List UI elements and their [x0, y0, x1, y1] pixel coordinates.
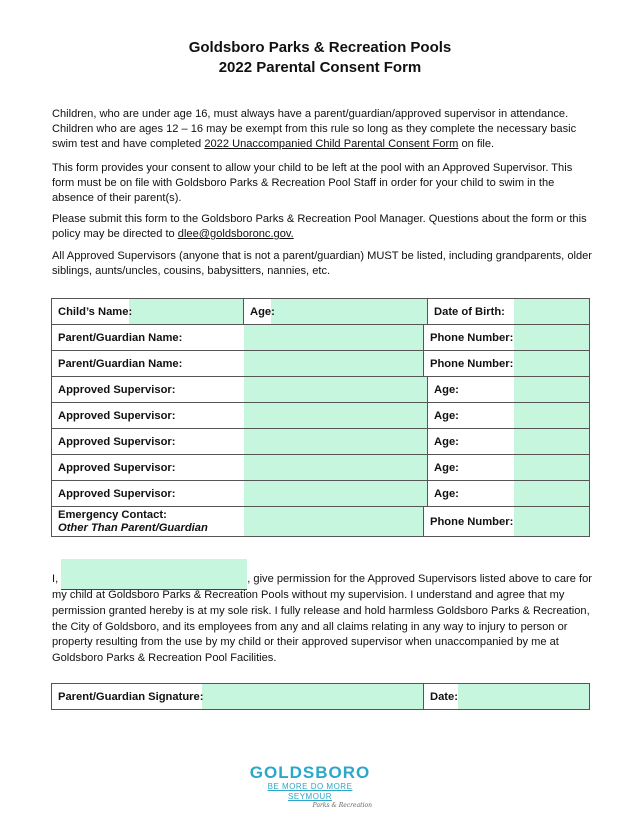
consent-statement: I, , give permission for the Approved Supervisors listed above to care for my child at Goldsboro Parks & Recreation Pools without my supervision. I understand and agree that my permission granted hereby is at my sole risk. I fully release and hold harmless Goldsboro Parks & Recreation, the City of Goldsboro, and its employees from any and all claims relating in any way to injury to person or property resulting from the use by my child or their approved supervisor when unaccompanied by me at Goldsboro Parks & Recreation Pool Facilities. [52, 559, 592, 667]
logo-subtitle: Parks & Recreation [312, 802, 372, 809]
logo-wordmark: GOLDSBORO [249, 763, 371, 782]
signature-field[interactable] [202, 684, 424, 710]
supervisor-row-5 [52, 481, 590, 507]
intro-paragraph-4: All Approved Supervisors (anyone that is not a parent/guardian) MUST be listed, including grandparents, older siblings, aunts/uncles, cousins, babysitters, nannies, etc. [52, 250, 593, 278]
intro-paragraph-1: Children, who are under age 16, must always have a parent/guardian/approved supervisor in attendance. Children who are ages 12 – 16 may be exempt from this rule so long as they complete the necessary basic swim test and have completed 2022 Unaccompanied Child Parental Consent Form on file. [52, 108, 577, 151]
supervisor-label-4: Approved Supervisor: [52, 455, 244, 481]
supervisor-label-5: Approved Supervisor: [52, 481, 244, 507]
supervisor-field-3[interactable] [244, 429, 428, 455]
emergency-row [52, 507, 590, 537]
page-title [0, 38, 640, 78]
logo-tagline: BE MORE DO MORE SEYMOUR [267, 782, 353, 801]
supervisor-age-field-2[interactable] [514, 403, 590, 429]
child-age-field[interactable] [271, 299, 428, 325]
supervisor-age-label-2: Age: [428, 403, 514, 429]
supervisor-age-label-3: Age: [428, 429, 514, 455]
email-link[interactable]: dlee@goldsboronc.gov. [177, 228, 294, 241]
supervisor-field-1[interactable] [244, 377, 428, 403]
supervisor-age-field-5[interactable] [514, 481, 590, 507]
supervisor-age-field-1[interactable] [514, 377, 590, 403]
guardian-phone-label-2: Phone Number: [424, 351, 514, 377]
supervisor-field-2[interactable] [244, 403, 428, 429]
guardian-phone-field-1[interactable] [514, 325, 590, 351]
consent-form-link[interactable]: 2022 Unaccompanied Child Parental Consent Form [204, 138, 459, 151]
supervisor-age-field-4[interactable] [514, 455, 590, 481]
supervisor-row-2 [52, 403, 590, 429]
supervisor-label-2: Approved Supervisor: [52, 403, 244, 429]
guardian-phone-label-1: Phone Number: [424, 325, 514, 351]
guardian-name-label-2: Parent/Guardian Name: [52, 351, 244, 377]
childs-name-field[interactable] [129, 299, 244, 325]
goldsboro-logo [248, 764, 372, 810]
guardian-phone-field-2[interactable] [514, 351, 590, 377]
title-line-2: 2022 Parental Consent Form [218, 59, 422, 76]
signature-date-label: Date: [424, 684, 458, 710]
supervisor-row-1 [52, 377, 590, 403]
signature-label: Parent/Guardian Signature: [52, 684, 202, 710]
supervisor-field-4[interactable] [244, 455, 428, 481]
intro-paragraph-2: This form provides your consent to allow your child to be left at the pool with an Approved Supervisor. This form must be on file with Goldsboro Parks & Recreation Pool Staff in order for your child to swim in the absence of their parent(s). [52, 162, 573, 205]
emergency-phone-label: Phone Number: [424, 507, 514, 537]
supervisor-row-3 [52, 429, 590, 455]
emergency-contact-field[interactable] [244, 507, 424, 537]
childs-name-label: Child’s Name: [52, 299, 129, 325]
supervisor-age-field-3[interactable] [514, 429, 590, 455]
dob-field[interactable] [514, 299, 590, 325]
intro-paragraph-3: Please submit this form to the Goldsboro Parks & Recreation Pool Manager. Questions about the form or this policy may be directed to dlee@goldsboronc.gov. [52, 213, 587, 241]
emergency-phone-field[interactable] [514, 507, 590, 537]
child-age-label: Age: [244, 299, 271, 325]
guardian-name-label-1: Parent/Guardian Name: [52, 325, 244, 351]
supervisor-label-1: Approved Supervisor: [52, 377, 244, 403]
emergency-contact-label: Emergency Contact: Other Than Parent/Guardian [52, 507, 244, 537]
signature-table [51, 683, 590, 710]
guardian-row-1 [52, 325, 590, 351]
supervisor-age-label-1: Age: [428, 377, 514, 403]
title-line-1: Goldsboro Parks & Recreation Pools [188, 39, 452, 56]
supervisor-field-5[interactable] [244, 481, 428, 507]
supervisor-age-label-5: Age: [428, 481, 514, 507]
guardian-row-2 [52, 351, 590, 377]
guardian-name-field-1[interactable] [244, 325, 424, 351]
supervisor-age-label-4: Age: [428, 455, 514, 481]
child-row [52, 299, 590, 325]
guardian-name-field-2[interactable] [244, 351, 424, 377]
dob-label: Date of Birth: [428, 299, 514, 325]
supervisor-label-3: Approved Supervisor: [52, 429, 244, 455]
consent-form-table [51, 298, 590, 537]
supervisor-row-4 [52, 455, 590, 481]
signature-date-field[interactable] [458, 684, 590, 710]
consenting-name-field[interactable] [61, 559, 247, 590]
